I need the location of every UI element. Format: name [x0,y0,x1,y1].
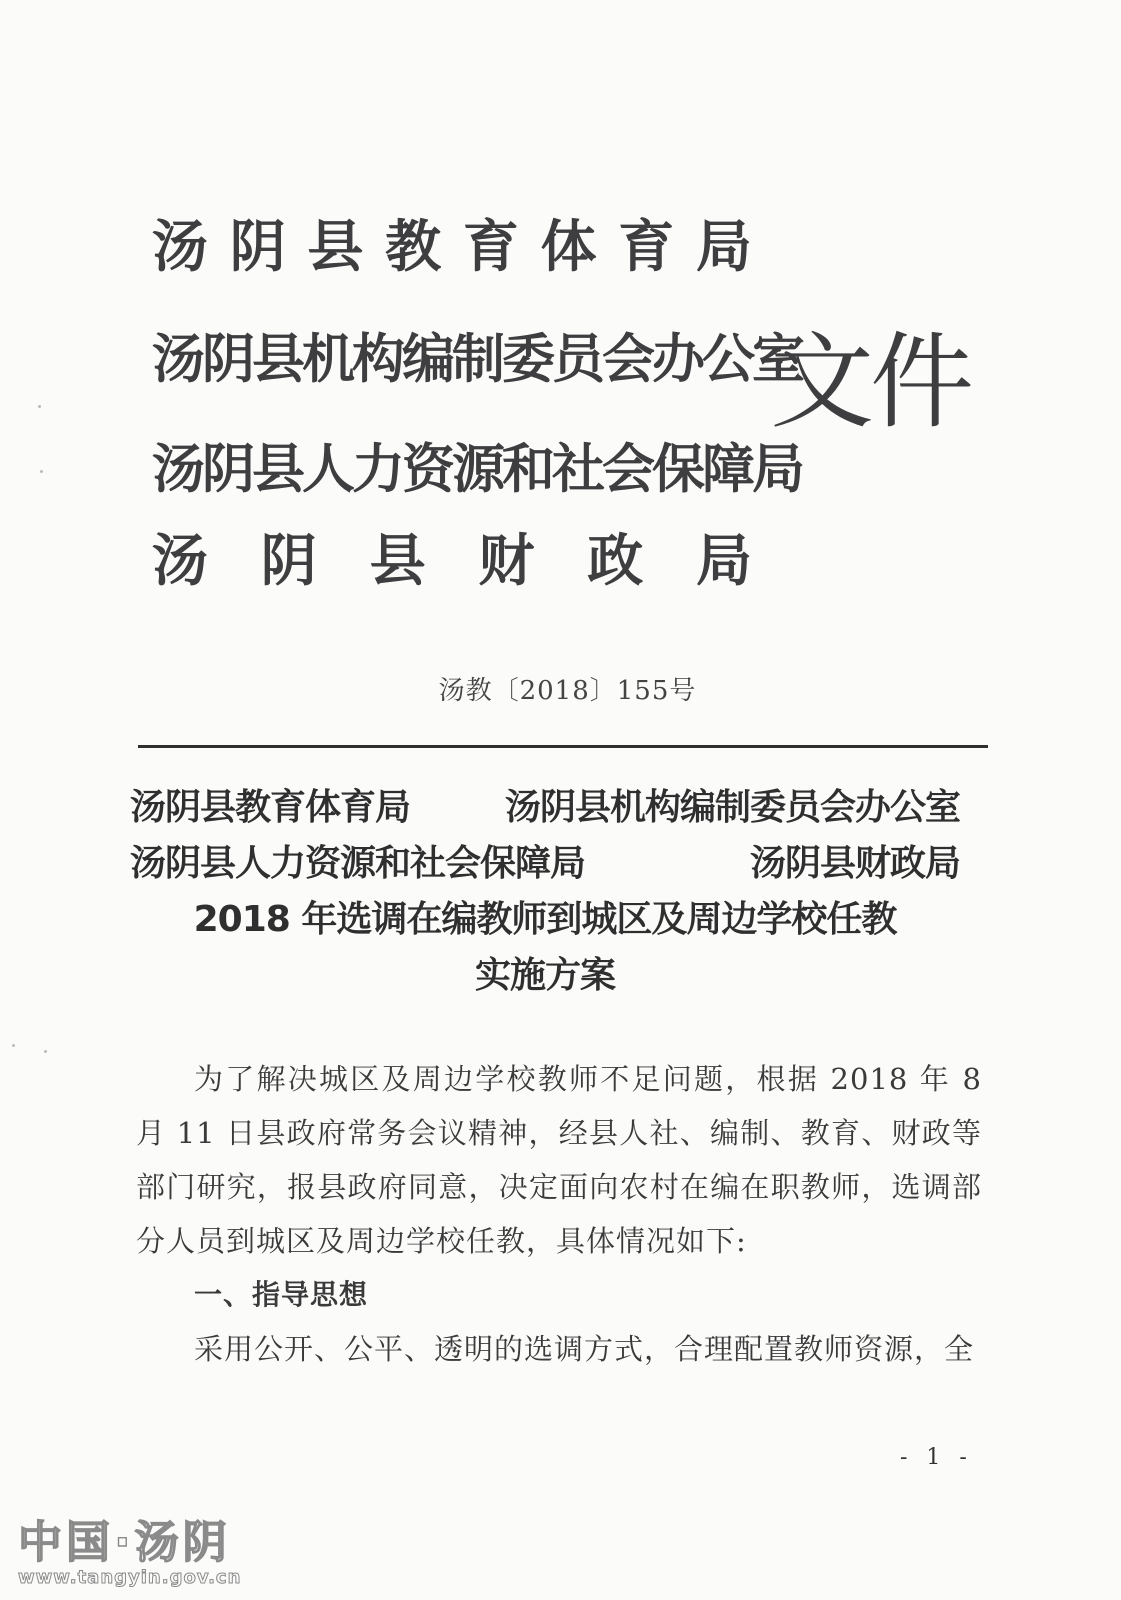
title-issuer-1: 汤阴县教育体育局 [130,787,411,828]
title-subject: 2018 年选调在编教师到城区及周边学校任教 [193,899,897,940]
issuer-char: 育 [618,215,675,280]
issuer-char: 汤 [152,215,208,280]
issuer-char: 县 [369,529,426,594]
issuer-finance-bureau [152,529,752,594]
issuer-staffing-office: 汤阴县机构编制委员会办公室 [152,329,802,390]
intro-paragraph: 为了解决城区及周边学校教师不足问题，根据 2018 年 8 月 11 日县政府常务会议精神，经县人社、编制、教育、财政等部门研究，报县政府同意，决定面向农村在编在职教师，选调部分人员到城区及周边学校任教，具体情况如下: [136,1062,982,1258]
issuer-hr-social-security-bureau: 汤阴县人力资源和社会保障局 [152,439,802,500]
title-issuer-3: 汤阴县人力资源和社会保障局 [130,843,586,884]
section-heading-guiding-ideology: 一、指导思想 [194,1278,369,1311]
watermark-url: www.tangyin.gov.cn [18,1567,242,1588]
watermark-title: 中国·汤阴 [18,1517,231,1568]
section-paragraph: 采用公开、公平、透明的选调方式，合理配置教师资源，全 [194,1332,975,1366]
page-number: - 1 - [900,1445,973,1470]
title-issuer-2: 汤阴县机构编制委员会办公室 [504,787,960,828]
issuer-char: 县 [307,215,364,280]
issuer-char: 教 [385,215,442,280]
issuer-char: 政 [587,529,644,594]
site-watermark-logo [18,1517,242,1588]
issuer-char: 体 [540,215,597,280]
title-row-1 [130,780,960,836]
issuer-char: 局 [695,529,752,594]
issuer-char: 财 [478,529,535,594]
issuer-char: 局 [695,215,752,280]
title-row-2 [130,836,960,892]
document-type-label: 文件 [770,321,971,443]
issuer-char: 阴 [229,215,286,280]
document-body [136,1052,982,1376]
scan-speck [44,1050,47,1053]
header-divider [138,745,988,748]
issuer-char: 阴 [260,529,317,594]
title-plan: 实施方案 [474,955,615,996]
document-title [130,780,960,1004]
issuer-education-bureau [152,215,752,280]
title-issuer-4: 汤阴县财政局 [749,843,960,884]
scan-speck [40,470,43,473]
issuer-char: 汤 [152,529,208,594]
document-number: 汤教〔2018〕155号 [438,676,697,706]
scan-speck [38,405,41,408]
scan-speck [12,1044,15,1047]
issuer-char: 育 [462,215,519,280]
